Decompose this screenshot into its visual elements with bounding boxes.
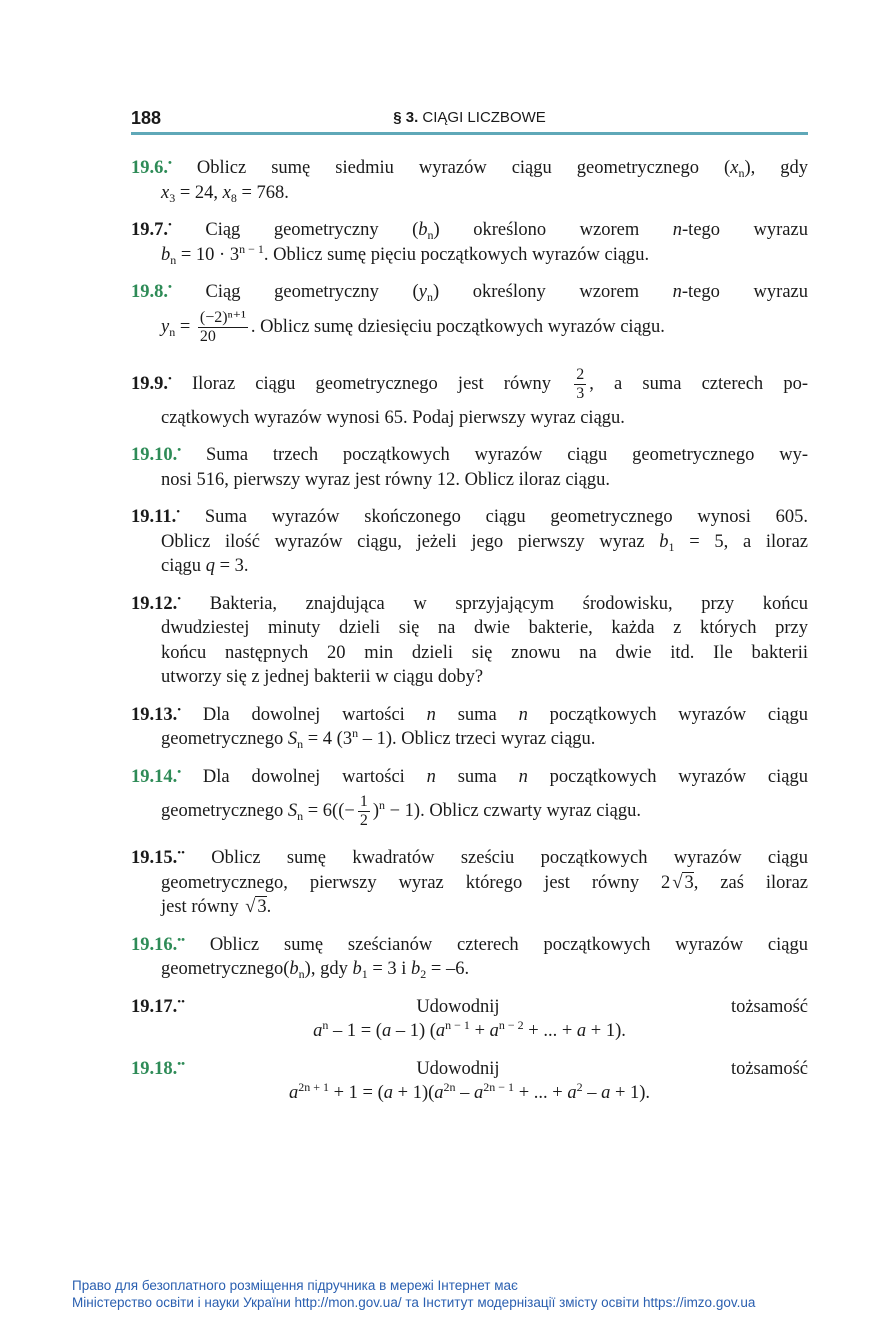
- fraction: [198, 309, 248, 346]
- text: Suma wyrazów skończonego ciągu geometrycznego wynosi 605.: [180, 507, 808, 527]
- text: –: [582, 1083, 602, 1103]
- exercise-line: [131, 895, 808, 920]
- exercise-19-12: [131, 592, 808, 690]
- text: jest równy: [161, 897, 244, 917]
- text: +: [469, 1021, 490, 1041]
- text: Bakteria, znajdująca w sprzyjającym środowisku, przy końcu: [181, 593, 808, 614]
- text: = 5, a iloraz: [674, 531, 808, 552]
- exercise-19-10: [131, 443, 808, 492]
- text: -tego wyrazu: [681, 282, 808, 302]
- footer-line-2: Міністерство освіти і науки України http://mon.gov.ua/ та Інститут модернізації змісту освіти https://imzo.gov.ua: [72, 1295, 756, 1310]
- exercise-line: [131, 765, 808, 790]
- text: dwudziestej minuty dzieli się na dwie bakterie, każda z których przy: [161, 618, 808, 638]
- text: początkowych wyrazów ciągu: [527, 704, 808, 725]
- text: + ... +: [523, 1021, 577, 1041]
- superscript: n − 2: [498, 1018, 524, 1032]
- text: Oblicz sumę sześcianów czterech początkowych wyrazów ciągu: [184, 934, 808, 955]
- subscript: n: [426, 290, 433, 304]
- numerator: 1: [359, 793, 368, 811]
- exercise-line: [131, 181, 808, 206]
- exercise-19-6: [131, 156, 808, 205]
- exercise-line: [131, 280, 808, 305]
- subscript: n: [169, 324, 176, 339]
- text: = 3 i: [367, 959, 412, 979]
- text: =: [175, 316, 195, 337]
- text: – 1). Oblicz trzeci wyraz ciągu.: [358, 729, 596, 749]
- denominator: 2: [359, 812, 368, 830]
- subscript: n: [297, 809, 304, 823]
- text: Dla dowolnej wartości: [181, 704, 427, 725]
- math-variable: b: [289, 959, 299, 979]
- subscript: 8: [230, 190, 237, 205]
- difficulty-marker: •: [177, 592, 182, 605]
- text: Ciąg geometryczny (: [171, 220, 419, 240]
- exercise-line: [131, 995, 808, 1020]
- numerator: (−2)ⁿ⁺¹: [199, 308, 246, 326]
- subscript: 3: [169, 190, 176, 205]
- exercise-line: [131, 468, 808, 493]
- difficulty-marker: •: [176, 506, 181, 518]
- exercise-number: 19.11.: [131, 507, 177, 527]
- exercise-line: [131, 616, 808, 641]
- math-variable: b: [161, 244, 171, 265]
- math-variable: a: [313, 1021, 323, 1041]
- text: geometrycznego(: [161, 959, 290, 979]
- subscript: 1: [361, 967, 368, 981]
- exercise-number: 19.18.: [131, 1058, 178, 1079]
- text: -tego wyrazu: [682, 220, 808, 240]
- text: ) określony wzorem: [432, 282, 673, 302]
- superscript: n − 1: [445, 1018, 470, 1032]
- exercise-number: 19.14.: [131, 766, 178, 787]
- text: Udowodnij tożsamość: [184, 1058, 808, 1079]
- exercise-line: [131, 156, 808, 181]
- difficulty-marker: ••: [177, 847, 185, 859]
- superscript: 2n + 1: [298, 1080, 329, 1094]
- exercise-19-18: [131, 1057, 808, 1106]
- math-variable: x: [730, 158, 739, 178]
- text: suma: [435, 704, 519, 725]
- exercise-19-16: [131, 933, 808, 982]
- exercise-line: [131, 665, 808, 690]
- math-variable: b: [418, 220, 428, 240]
- text: = –6.: [426, 959, 470, 979]
- text: suma: [435, 766, 519, 787]
- text: = 4 (3: [303, 729, 353, 749]
- exercise-number: 19.6.: [131, 158, 168, 178]
- exercise-19-14: [131, 765, 808, 834]
- text: .: [266, 897, 272, 917]
- difficulty-marker: ••: [177, 1057, 185, 1070]
- math-variable: S: [287, 801, 298, 821]
- text: geometrycznego, pierwszy wyraz którego jest równy 2: [161, 872, 671, 893]
- fraction: [358, 793, 370, 830]
- superscript: n: [322, 1018, 329, 1032]
- text: . Oblicz sumę pięciu początkowych wyrazów ciągu.: [263, 244, 650, 265]
- text: = 24,: [175, 182, 223, 203]
- math-variable: n: [518, 766, 528, 787]
- math-variable: a: [474, 1083, 484, 1103]
- exercise-number: 19.16.: [131, 934, 178, 955]
- text: = 6((−: [303, 801, 355, 821]
- math-variable: n: [518, 704, 528, 725]
- text: + 1).: [586, 1021, 626, 1041]
- difficulty-marker: •: [177, 444, 182, 456]
- text: ): [372, 801, 379, 821]
- text: + ... +: [514, 1083, 568, 1103]
- text: , a suma czterech po-: [589, 373, 809, 394]
- text: = 768.: [236, 182, 289, 203]
- exercise-line: [131, 871, 808, 896]
- exercise-line: [131, 592, 808, 617]
- math-variable: x: [161, 182, 170, 203]
- exercise-line: [131, 1081, 808, 1106]
- text: ), gdy: [744, 158, 808, 178]
- math-variable: n: [672, 220, 683, 240]
- math-variable: b: [352, 959, 362, 979]
- text: Oblicz sumę kwadratów sześciu początkowych wyrazów ciągu: [184, 848, 808, 868]
- math-variable: a: [381, 1021, 392, 1041]
- math-variable: q: [205, 556, 215, 576]
- text: Ciąg geometryczny (: [171, 282, 419, 302]
- subscript: 1: [668, 539, 675, 554]
- math-variable: a: [576, 1021, 587, 1041]
- exercise-line: [131, 789, 808, 833]
- exercise-line: [131, 218, 808, 243]
- section-mark: § 3.: [393, 109, 419, 126]
- denominator: 20: [199, 327, 216, 345]
- text: – 1 = (: [328, 1021, 382, 1041]
- text: ciągu: [161, 556, 206, 576]
- text: Oblicz sumę siedmiu wyrazów ciągu geometrycznego (: [171, 158, 731, 178]
- superscript: 2n: [443, 1080, 456, 1094]
- exercise-line: [131, 933, 808, 958]
- math-variable: a: [383, 1083, 394, 1103]
- text: . Oblicz sumę dziesięciu początkowych wyrazów ciągu.: [250, 316, 665, 337]
- exercise-line: [131, 243, 808, 268]
- exercise-number: 19.8.: [131, 282, 168, 302]
- text: , zaś iloraz: [693, 872, 808, 893]
- subscript: n: [738, 166, 745, 180]
- difficulty-marker: •: [168, 219, 172, 231]
- math-variable: b: [659, 531, 669, 552]
- exercise-number: 19.10.: [131, 445, 178, 465]
- math-variable: a: [601, 1083, 611, 1103]
- exercise-line: [131, 362, 808, 406]
- exercise-line: [131, 305, 808, 349]
- math-variable: b: [411, 959, 421, 979]
- page-number: 188: [131, 108, 162, 128]
- exercise-number: 19.7.: [131, 220, 168, 240]
- difficulty-marker: •: [177, 765, 182, 778]
- exercise-number: 19.12.: [131, 593, 178, 614]
- text: nosi 516, pierwszy wyraz jest równy 12. Oblicz iloraz ciągu.: [161, 469, 611, 490]
- exercise-19-7: [131, 218, 808, 267]
- exercise-line: [131, 641, 808, 666]
- subscript: n: [298, 967, 305, 981]
- text: + 1)(: [393, 1083, 435, 1103]
- exercise-line: [131, 703, 808, 728]
- exercise-number: 19.15.: [131, 848, 178, 868]
- math-variable: x: [222, 182, 231, 203]
- exercise-19-9: [131, 362, 808, 431]
- exercise-number: 19.13.: [131, 704, 178, 725]
- subscript: 2: [420, 967, 427, 981]
- exercise-line: [131, 554, 808, 579]
- difficulty-marker: •: [168, 372, 172, 385]
- math-variable: a: [567, 1083, 577, 1103]
- exercise-19-17: [131, 995, 808, 1044]
- page-header: [131, 104, 808, 135]
- text: geometrycznego: [161, 729, 288, 749]
- exercise-19-15: [131, 846, 808, 920]
- superscript: 2: [576, 1080, 583, 1094]
- exercise-19-8: [131, 280, 808, 349]
- math-variable: n: [426, 704, 436, 725]
- difficulty-marker: •: [168, 157, 172, 169]
- subscript: n: [427, 228, 434, 242]
- exercise-line: [131, 957, 808, 982]
- exercise-19-11: [131, 505, 808, 579]
- text: + 1 = (: [328, 1083, 384, 1103]
- text: – 1) (: [391, 1021, 436, 1041]
- license-footer: [72, 1277, 832, 1311]
- superscript: n: [379, 798, 385, 812]
- math-variable: a: [489, 1021, 499, 1041]
- text: = 3.: [214, 556, 249, 576]
- exercise-line: [131, 443, 808, 468]
- square-root: √ 3: [255, 896, 266, 917]
- text: końcu następnych 20 min dzieli się znowu na dwie itd. Ile bakterii: [161, 642, 808, 663]
- exercise-list: [131, 156, 808, 1119]
- math-variable: a: [435, 1021, 446, 1041]
- difficulty-marker: •: [177, 703, 182, 716]
- exercise-line: [131, 530, 808, 555]
- square-root: √ 3: [682, 872, 693, 893]
- math-variable: y: [161, 316, 170, 337]
- math-variable: a: [288, 1083, 299, 1103]
- difficulty-marker: •: [168, 281, 172, 293]
- text: ), gdy: [304, 959, 353, 979]
- superscript: 2n − 1: [483, 1080, 515, 1094]
- section-name: CIĄGI LICZBOWE: [422, 109, 546, 126]
- footer-line-1: Право для безоплатного розміщення підручника в мережі Інтернет має: [72, 1278, 518, 1293]
- math-variable: y: [418, 282, 427, 302]
- denominator: 3: [576, 384, 585, 402]
- superscript: n − 1: [239, 241, 264, 256]
- subscript: n: [297, 737, 304, 751]
- text: początkowych wyrazów ciągu: [527, 766, 808, 787]
- math-variable: n: [672, 282, 682, 302]
- exercise-number: 19.17.: [131, 996, 178, 1017]
- exercise-line: [131, 406, 808, 431]
- text: Suma trzech początkowych wyrazów ciągu geometrycznego wy-: [181, 445, 808, 465]
- exercise-line: [131, 846, 808, 871]
- text: Iloraz ciągu geometrycznego jest równy: [171, 373, 572, 394]
- numerator: 2: [576, 365, 585, 383]
- math-variable: S: [287, 729, 298, 749]
- text: –: [455, 1083, 475, 1103]
- text: czątkowych wyrazów wynosi 65. Podaj pierwszy wyraz ciągu.: [161, 407, 625, 428]
- math-variable: a: [434, 1083, 444, 1103]
- fraction: [574, 366, 586, 403]
- exercise-number: 19.9.: [131, 373, 168, 394]
- text: Dla dowolnej wartości: [181, 766, 427, 787]
- text: utworzy się z jednej bakterii w ciągu doby?: [161, 667, 484, 687]
- exercise-line: [131, 1019, 808, 1044]
- subscript: n: [170, 252, 177, 267]
- text: − 1). Oblicz czwarty wyraz ciągu.: [385, 801, 641, 821]
- text: = 10 · 3: [176, 244, 240, 265]
- exercise-line: [131, 505, 808, 530]
- text: ) określono wzorem: [433, 220, 673, 240]
- superscript: n: [352, 726, 359, 740]
- text: Oblicz ilość wyrazów ciągu, jeżeli jego pierwszy wyraz: [161, 531, 660, 552]
- difficulty-marker: ••: [177, 933, 185, 946]
- text: Udowodnij tożsamość: [184, 996, 808, 1017]
- exercise-19-13: [131, 703, 808, 752]
- exercise-line: [131, 1057, 808, 1082]
- section-title: [131, 109, 808, 126]
- math-variable: n: [426, 766, 436, 787]
- text: + 1).: [610, 1083, 651, 1103]
- difficulty-marker: ••: [177, 995, 185, 1008]
- text: geometrycznego: [161, 801, 288, 821]
- exercise-line: [131, 727, 808, 752]
